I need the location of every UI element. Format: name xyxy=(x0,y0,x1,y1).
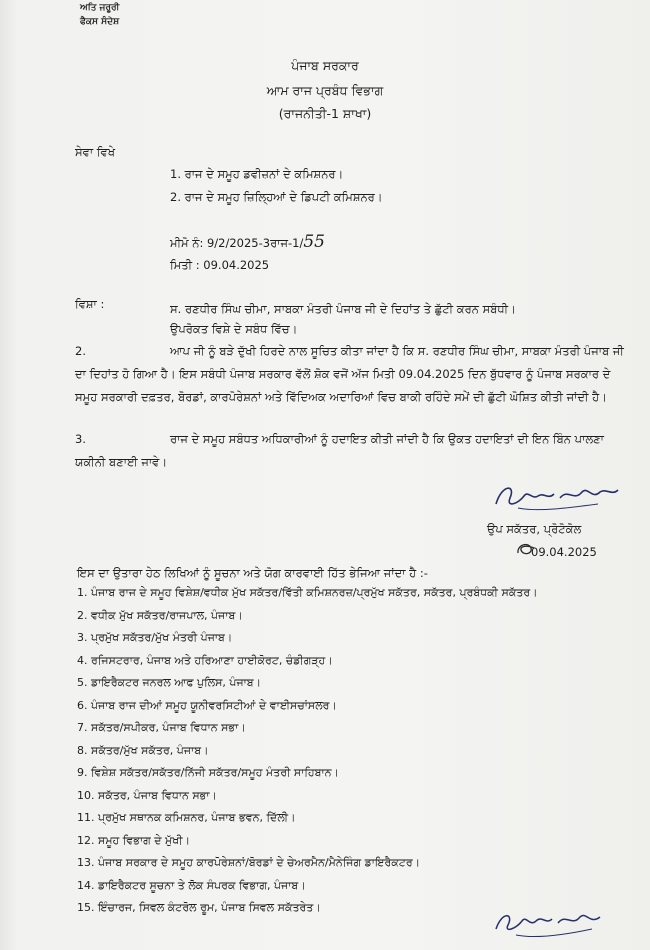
list-item: 12. ਸਮੂਹ ਵਿਭਾਗ ਦੇ ਮੁੱਖੀ। xyxy=(77,833,190,847)
memo-number-handwritten: 55 xyxy=(303,232,325,252)
memo-label: ਮੀਮੋ ਨੰ: 9/2/2025-3ਰਾਜ-1/ xyxy=(170,236,304,250)
signature-image-bottom xyxy=(488,905,608,945)
urgent-tag: ਅਤਿ ਜਰੂਰੀ xyxy=(80,3,120,13)
list-item: 10. ਸਕੱਤਰ, ਪੰਜਾਬ ਵਿਧਾਨ ਸਭਾ। xyxy=(77,788,217,802)
letterhead-department: ਆਮ ਰਾਜ ਪ੍ਰਬੰਧ ਵਿਭਾਗ xyxy=(266,83,384,98)
list-item: 3. ਪ੍ਰਮੁੱਖ ਸਕੱਤਰ/ਮੁੱਖ ਮੰਤਰੀ ਪੰਜਾਬ। xyxy=(77,631,233,644)
signatory-date: 09.04.2025 xyxy=(531,545,597,559)
copy-intro: ਇਸ ਦਾ ਉਤਾਰਾ ਹੇਠ ਲਿਖਿਆਂ ਨੂੰ ਸੂਚਨਾ ਅਤੇ ਯੋਗ ਕਾਰਵਾਈ ਹਿੱਤ ਭੇਜਿਆ ਜਾਂਦਾ ਹੈ :- xyxy=(77,566,428,580)
memo-number-label xyxy=(170,232,325,252)
list-item: 5. ਡਾਇਰੈਕਟਰ ਜਨਰਲ ਆਫ ਪੁਲਿਸ, ਪੰਜਾਬ। xyxy=(77,676,262,689)
paragraph-3-number: 3. xyxy=(75,432,86,446)
letterhead-government: ਪੰਜਾਬ ਸਰਕਾਰ xyxy=(291,58,359,73)
list-item: 11. ਪ੍ਰਮੁੱਖ ਸਥਾਨਕ ਕਮਿਸ਼ਨਰ, ਪੰਜਾਬ ਭਵਨ, ਦਿੱਲੀ। xyxy=(77,811,296,824)
paragraph-2-text: ਆਪ ਜੀ ਨੂੰ ਬੜੇ ਦੁੱਖੀ ਹਿਰਦੇ ਨਾਲ ਸੂਚਿਤ ਕੀਤਾ ਜਾਂਦਾ ਹੈ ਕਿ ਸ. ਰਣਧੀਰ ਸਿੰਘ ਚੀਮਾ, ਸਾਬਕਾ ਮੰਤਰੀ ਪੰਜਾਬ ਜੀ ਦਾ ਦਿਹਾਂਤ ਹੋ ਗਿਆ ਹੈ। ਇਸ ਸਬੰਧੀ ਪੰਜਾਬ ਸਰਕਾਰ ਵੱਲੋਂ ਸ਼ੋਕ ਵਜੋਂ ਅੱਜ ਮਿਤੀ 09.04.2025 ਦਿਨ ਬੁੱਧਵਾਰ ਨੂੰ ਪੰਜਾਬ ਸਰਕਾਰ ਦੇ ਸਮੂਹ ਸਰਕਾਰੀ ਦਫ਼ਤਰ, ਬੋਰਡਾਂ, ਕਾਰਪੋਰੇਸ਼ਨਾਂ ਅਤੇ ਵਿੱਦਿਅਕ ਅਦਾਰਿਆਂ ਵਿਚ ਬਾਕੀ ਰਹਿੰਦੇ ਸਮੇਂ ਦੀ ਛੁੱਟੀ ਘੋਸ਼ਿਤ ਕੀਤੀ ਜਾਂਦੀ ਹੈ। xyxy=(75,344,624,404)
signature-image xyxy=(488,478,623,520)
letterhead-branch: (ਰਾਜਨੀਤੀ-1 ਸ਼ਾਖਾ) xyxy=(278,106,372,121)
salutation: ਸੇਵਾ ਵਿਖੇ xyxy=(75,145,115,159)
list-item: 6. ਪੰਜਾਬ ਰਾਜ ਦੀਆਂ ਸਮੂਹ ਯੂਨੀਵਰਸਿਟੀਆਂ ਦੇ ਵਾਈਸਚਾਂਸਲਰ। xyxy=(77,698,337,712)
paragraph-2-number: 2. xyxy=(75,344,86,358)
paragraph-3-text: ਰਾਜ ਦੇ ਸਮੂਹ ਸਬੰਧਤ ਅਧਿਕਾਰੀਆਂ ਨੂੰ ਹਦਾਇਤ ਕੀਤੀ ਜਾਂਦੀ ਹੈ ਕਿ ਉਕਤ ਹਦਾਇਤਾਂ ਦੀ ਇਨ ਬਿੰਨ ਪਾਲਣਾ ਯਕੀਨੀ ਬਣਾਈ ਜਾਵੇ। xyxy=(75,432,604,469)
signatory-title: ਉਪ ਸਕੱਤਰ, ਪ੍ਰੋਟੋਕੋਲ xyxy=(487,522,582,536)
addressee-1: 1. ਰਾਜ ਦੇ ਸਮੂਹ ਡਵੀਜ਼ਨਾਂ ਦੇ ਕਮਿਸ਼ਨਰ। xyxy=(170,167,344,181)
addressee-2: 2. ਰਾਜ ਦੇ ਸਮੂਹ ਜ਼ਿਲ੍ਹਿਆਂ ਦੇ ਡਿਪਟੀ ਕਮਿਸ਼ਨਰ। xyxy=(170,190,383,204)
list-item: 9. ਵਿਸ਼ੇਸ਼ ਸਕੱਤਰ/ਸਕੱਤਰ/ਨਿੱਜੀ ਸਕੱਤਰ/ਸਮੂਹ ਮੰਤਰੀ ਸਾਹਿਬਾਨ। xyxy=(77,766,339,779)
memo-date: ਮਿਤੀ : 09.04.2025 xyxy=(170,258,270,272)
subject-reference: ਉਪਰੋਕਤ ਵਿਸ਼ੇ ਦੇ ਸਬੰਧ ਵਿੱਚ। xyxy=(170,322,298,336)
list-item: 15. ਇੰਚਾਰਜ, ਸਿਵਲ ਕੰਟਰੋਲ ਰੂਮ, ਪੰਜਾਬ ਸਿਵਲ ਸਕੱਤਰੇਤ। xyxy=(77,901,321,914)
subject-text: ਸ. ਰਣਧੀਰ ਸਿੰਘ ਚੀਮਾ, ਸਾਬਕਾ ਮੰਤਰੀ ਪੰਜਾਬ ਜੀ ਦੇ ਦਿਹਾਂਤ ਤੇ ਛੁੱਟੀ ਕਰਨ ਸਬੰਧੀ। xyxy=(170,302,516,316)
fax-tag: ਫੈਕਸ ਸੰਦੇਸ਼ xyxy=(80,17,120,27)
list-item: 4. ਰਜਿਸਟਰਾਰ, ਪੰਜਾਬ ਅਤੇ ਹਰਿਆਣਾ ਹਾਈਕੋਰਟ, ਚੰਡੀਗੜ੍ਹ। xyxy=(77,653,333,667)
list-item: 1. ਪੰਜਾਬ ਰਾਜ ਦੇ ਸਮੂਹ ਵਿਸ਼ੇਸ਼/ਵਧੀਕ ਮੁੱਖ ਸਕੱਤਰ/ਵਿੱਤੀ ਕਮਿਸ਼ਨਰਜ਼/ਪ੍ਰਮੁੱਖ ਸਕੱਤਰ, ਸਕੱਤਰ, ਪ੍ਰਬੰਧਕੀ ਸਕੱਤਰ। xyxy=(77,586,538,599)
list-item: 8. ਸਕੱਤਰ/ਮੁੱਖ ਸਕੱਤਰ, ਪੰਜਾਬ। xyxy=(77,743,209,757)
copy-recipient-list xyxy=(77,582,538,920)
subject-label: ਵਿਸ਼ਾ : xyxy=(75,297,105,311)
list-item: 14. ਡਾਇਰੈਕਟਰ ਸੂਚਨਾ ਤੇ ਲੋਕ ਸੰਪਰਕ ਵਿਭਾਗ, ਪੰਜਾਬ। xyxy=(77,878,306,892)
list-item: 7. ਸਕੱਤਰ/ਸਪੀਕਰ, ਪੰਜਾਬ ਵਿਧਾਨ ਸਭਾ। xyxy=(77,721,246,734)
list-item: 2. ਵਧੀਕ ਮੁੱਖ ਸਕੱਤਰ/ਰਾਜਪਾਲ, ਪੰਜਾਬ। xyxy=(77,608,243,622)
list-item: 13. ਪੰਜਾਬ ਸਰਕਾਰ ਦੇ ਸਮੂਹ ਕਾਰਪੋਰੇਸ਼ਨਾਂ/ਬੋਰਡਾਂ ਦੇ ਚੇਅਰਮੈਨ/ਮੈਨੇਜਿੰਗ ਡਾਇਰੈਕਟਰ। xyxy=(77,856,421,869)
